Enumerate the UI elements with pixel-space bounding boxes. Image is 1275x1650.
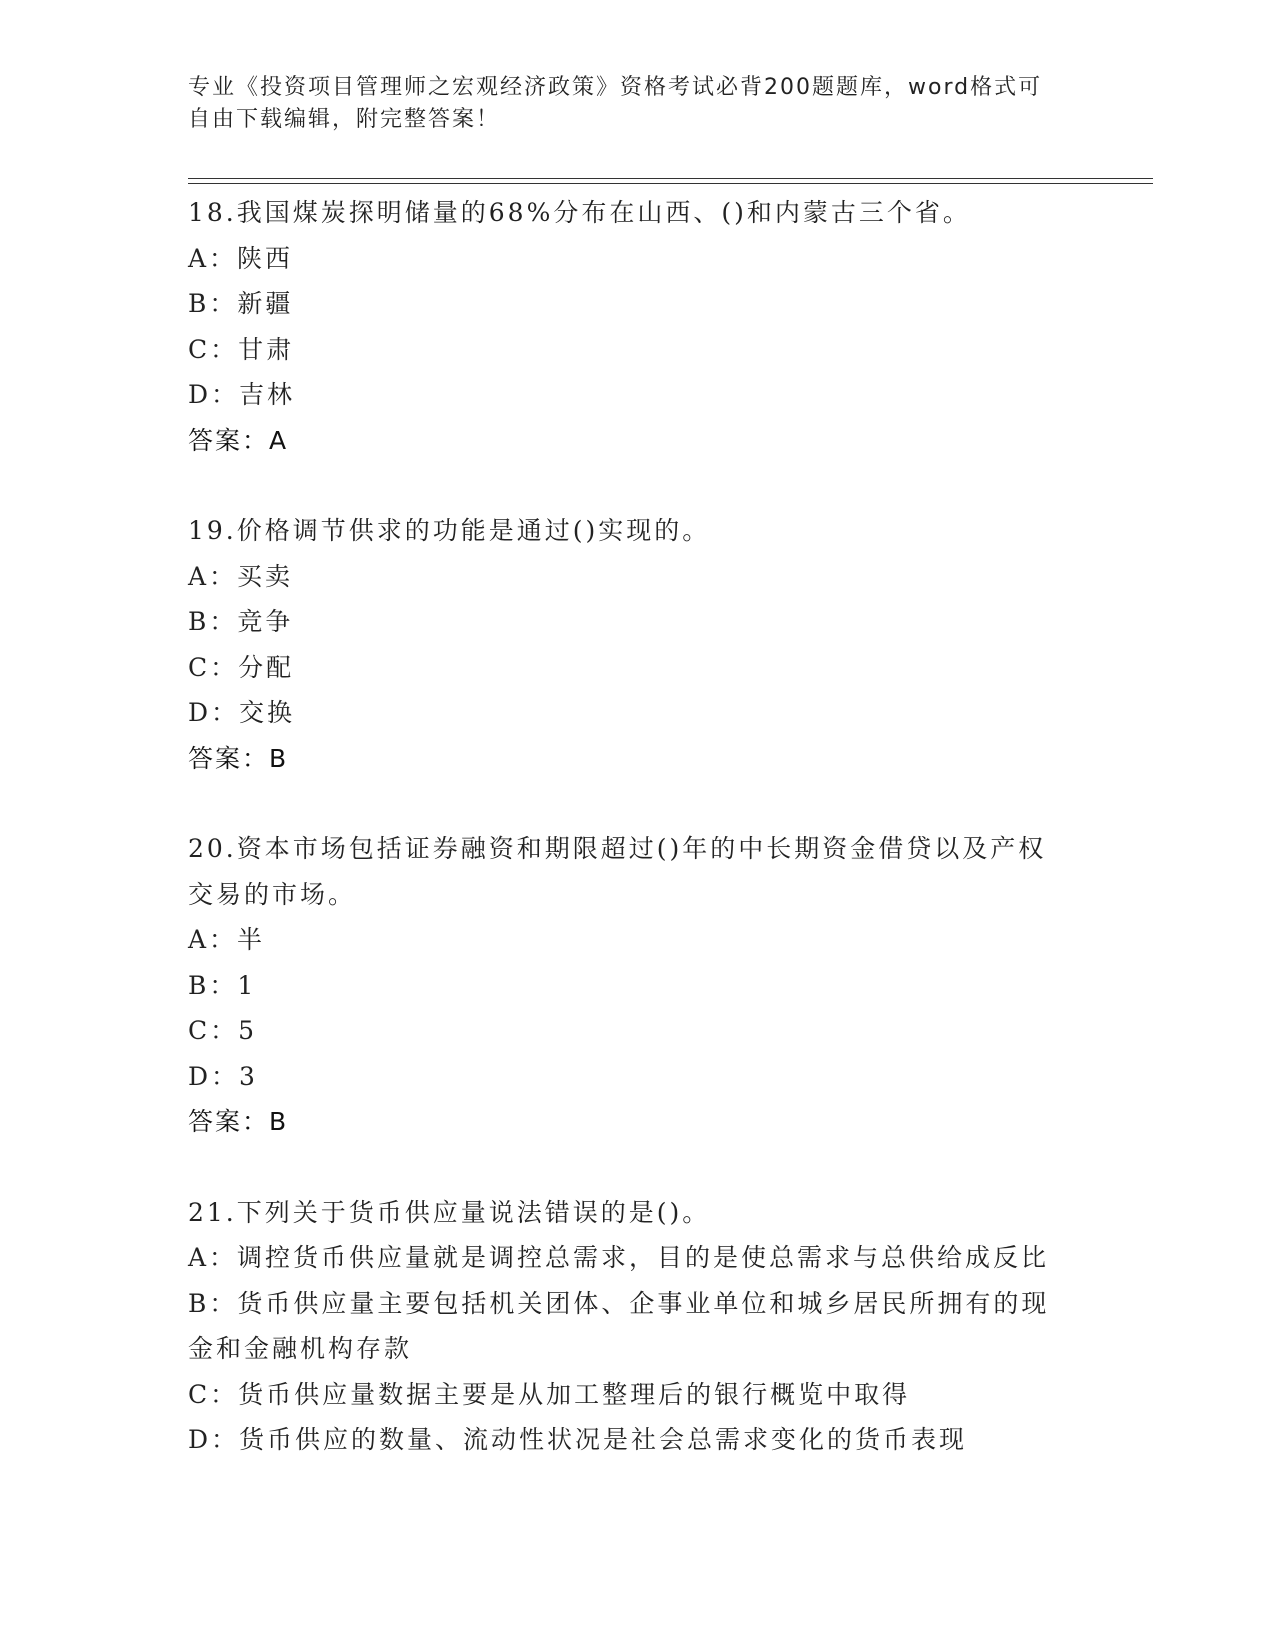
header-divider-bottom <box>188 183 1153 184</box>
question-stem: 21.下列关于货币供应量说法错误的是()。 <box>188 1197 711 1227</box>
option-d: D：货币供应的数量、流动性状况是社会总需求变化的货币表现 <box>188 1425 968 1454</box>
option-b: B：新疆 <box>188 289 294 318</box>
option-b: B：1 <box>188 970 257 1000</box>
question-stem-continued: 交易的市场。 <box>188 879 357 909</box>
header-line-2: 自由下载编辑，附完整答案！ <box>188 107 501 132</box>
option-a: A：半 <box>188 925 266 954</box>
option-a: A：买卖 <box>188 561 294 591</box>
option-c: C：货币供应量数据主要是从加工整理后的银行概览中取得 <box>188 1379 911 1409</box>
option-d: D：交换 <box>188 698 296 727</box>
option-c: C：5 <box>188 1016 258 1045</box>
question-stem: 19.价格调节供求的功能是通过()实现的。 <box>188 516 711 545</box>
question-18 <box>188 190 1088 463</box>
header-divider-top <box>188 178 1153 179</box>
option-a: A：陕西 <box>188 243 294 273</box>
question-21 <box>188 1190 1088 1463</box>
answer-line: 答案：B <box>188 1107 289 1136</box>
document-header <box>188 72 1068 136</box>
option-a: A：调控货币供应量就是调控总需求，目的是使总需求与总供给成反比 <box>188 1243 1050 1272</box>
option-b: B：货币供应量主要包括机关团体、企事业单位和城乡居民所拥有的现 <box>188 1288 1050 1318</box>
option-b: B：竞争 <box>188 607 294 636</box>
question-stem: 20.资本市场包括证券融资和期限超过()年的中长期资金借贷以及产权 <box>188 834 1047 863</box>
answer-line: 答案：A <box>188 425 289 455</box>
question-stem: 18.我国煤炭探明储量的68%分布在山西、()和内蒙古三个省。 <box>188 198 971 227</box>
question-list <box>188 190 1088 1508</box>
option-c: C：甘肃 <box>188 334 295 364</box>
option-c: C：分配 <box>188 652 295 682</box>
option-d: D：吉林 <box>188 380 296 409</box>
question-19 <box>188 508 1088 781</box>
question-20 <box>188 826 1088 1145</box>
answer-line: 答案：B <box>188 743 289 773</box>
option-b-continued: 金和金融机构存款 <box>188 1334 413 1363</box>
option-d: D：3 <box>188 1061 258 1091</box>
header-line-1: 专业《投资项目管理师之宏观经济政策》资格考试必背200题题库，word格式可 <box>188 75 1043 100</box>
